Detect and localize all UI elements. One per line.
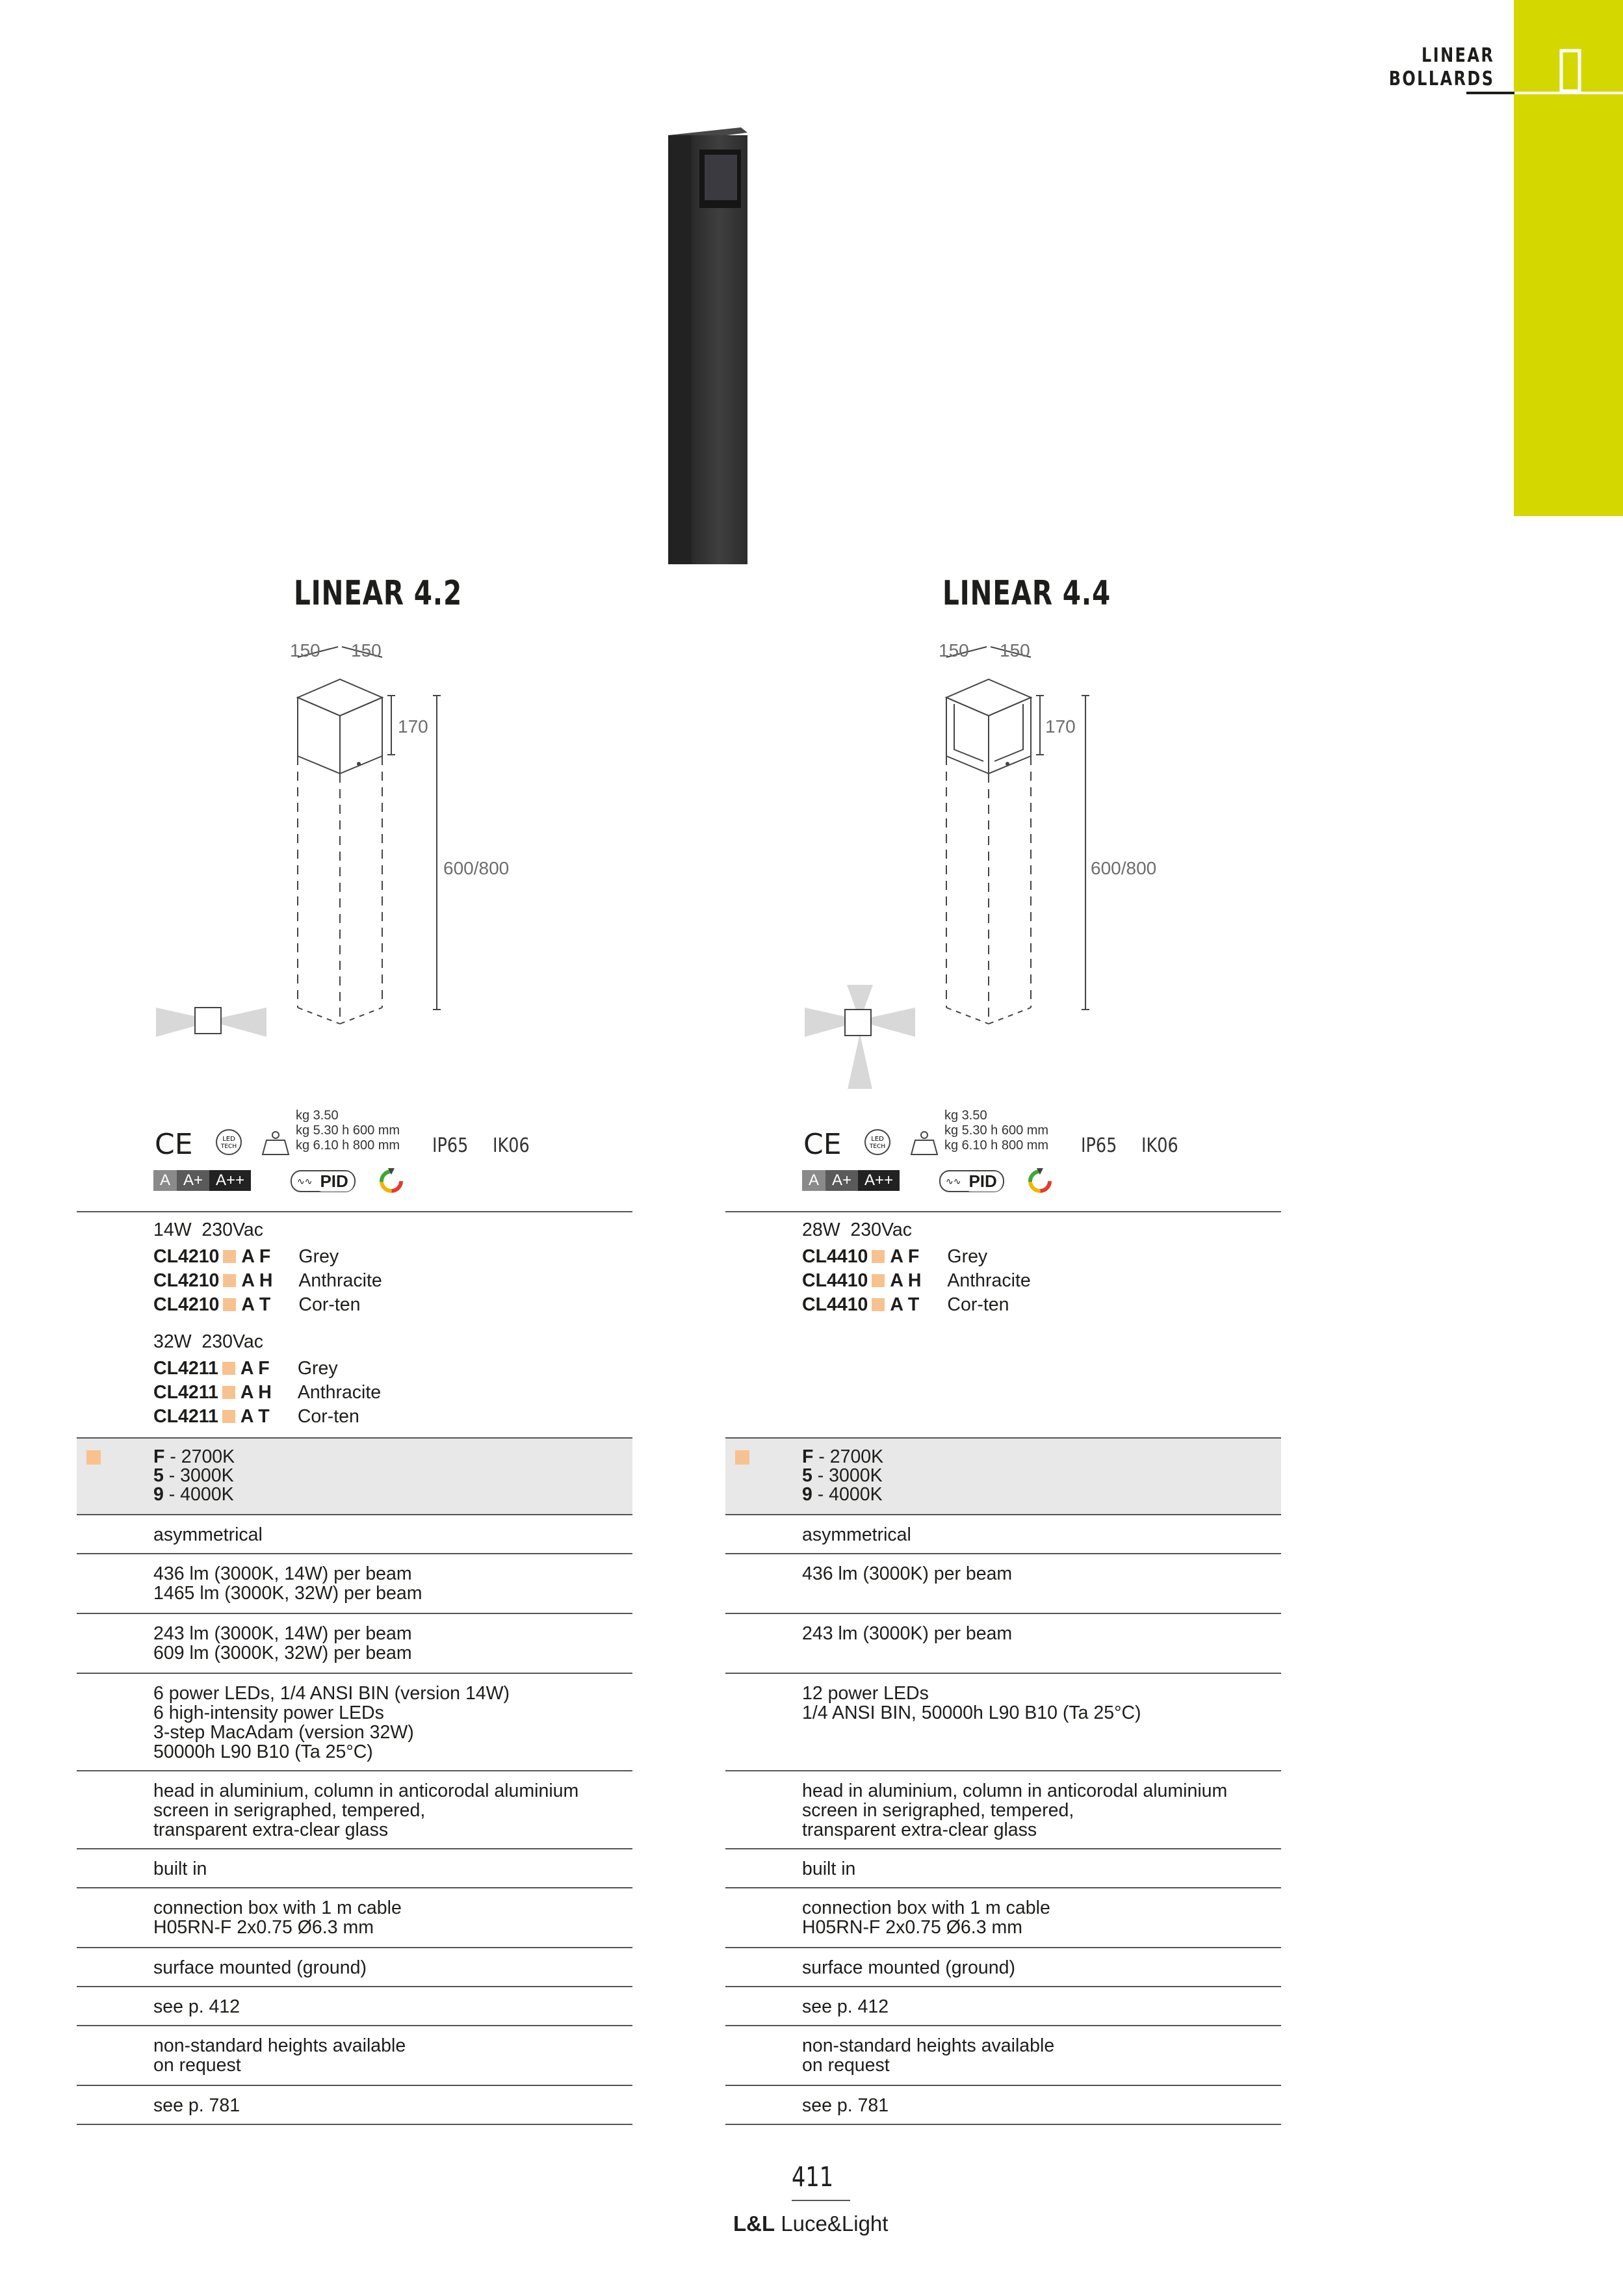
ip-rating: IP65 — [1081, 1134, 1117, 1157]
spec-text: see p. 412 — [802, 1996, 889, 2017]
dim-width-2: 150 — [939, 640, 969, 660]
cct-square-icon — [223, 1298, 236, 1311]
cct-option — [802, 1467, 1281, 1485]
cct-code: F — [802, 1446, 814, 1467]
dim-depth-1: 150 — [351, 640, 382, 660]
spec-row — [725, 1553, 1281, 1613]
energy-a-plus-plus: A++ — [858, 1170, 900, 1191]
spec-text: 243 lm (3000K) per beam — [802, 1623, 1013, 1644]
spec-row — [77, 1770, 632, 1848]
variant: A H — [240, 1381, 272, 1403]
code: CL4210 — [153, 1270, 220, 1291]
pid-badge — [939, 1170, 1004, 1192]
spec-row — [725, 1887, 1281, 1947]
finish: Grey — [298, 1246, 339, 1267]
spec-text: surface mounted (ground) — [802, 1957, 1015, 1978]
variant: A T — [241, 1294, 271, 1315]
code: CL4210 — [153, 1294, 220, 1315]
code-row — [802, 1292, 1281, 1316]
ce-mark-icon: CE — [803, 1128, 842, 1161]
svg-text:TECH: TECH — [869, 1143, 886, 1150]
code-row — [802, 1268, 1281, 1292]
finish: Cor-ten — [298, 1294, 361, 1315]
variant: A H — [890, 1270, 922, 1291]
dimension-drawing-1 — [149, 634, 552, 1076]
cct-square-icon — [872, 1274, 885, 1287]
code: CL4410 — [802, 1246, 868, 1267]
colour-temperature — [77, 1437, 632, 1514]
colour-wheel-icon — [1027, 1167, 1053, 1193]
brand-name: Luce&Light — [775, 2211, 889, 2236]
spec-row — [77, 1887, 632, 1947]
section-tab — [1514, 0, 1623, 516]
spec-row — [725, 2085, 1281, 2124]
energy-a: A — [802, 1170, 825, 1191]
cct-square-icon — [222, 1386, 235, 1399]
energy-class-bar — [153, 1170, 251, 1191]
product-title-2: LINEAR 4.4 — [942, 574, 1111, 613]
weight-icon — [260, 1130, 291, 1157]
cct-square-icon — [872, 1250, 885, 1263]
weight-2: kg 5.30 h 600 mm — [944, 1123, 1049, 1138]
spec-text: 436 lm (3000K) per beam — [802, 1563, 1013, 1584]
spec-row — [725, 1613, 1281, 1673]
code-row — [153, 1356, 632, 1380]
section-subtitle: BOLLARDS — [1388, 68, 1494, 90]
cct-value: - 3000K — [163, 1465, 234, 1486]
code-row — [802, 1244, 1281, 1268]
variant: A F — [240, 1357, 270, 1379]
finish: Grey — [297, 1357, 338, 1379]
spec-row — [77, 1848, 632, 1887]
cct-square-icon — [872, 1298, 885, 1311]
spec-text: non-standard heights available on request — [802, 2035, 1055, 2076]
table-end — [725, 2124, 1281, 2125]
cct-square-icon — [222, 1410, 235, 1423]
spec-row — [725, 1770, 1281, 1848]
spec-text: 243 lm (3000K, 14W) per beam 609 lm (3000K, 32W) per beam — [153, 1623, 412, 1663]
cct-option — [802, 1485, 1281, 1504]
spec-row — [725, 2025, 1281, 2085]
dim-height-2: 600/800 — [1091, 858, 1157, 878]
spec-text: asymmetrical — [802, 1524, 911, 1545]
spec-row — [725, 1848, 1281, 1887]
code-row — [153, 1404, 632, 1428]
cct-value: - 2700K — [813, 1446, 884, 1467]
spec-text: see p. 781 — [153, 2095, 240, 2116]
bollard-icon — [1514, 0, 1623, 104]
cct-code: 9 — [802, 1484, 812, 1505]
spec-text: 6 power LEDs, 1/4 ANSI BIN (version 14W) 6 high-intensity power LEDs 3-step MacAdam (version 32W) 50000h L90 B10 (Ta 25°C) — [153, 1683, 510, 1762]
cct-option — [802, 1448, 1281, 1467]
cct-square-icon — [223, 1274, 236, 1287]
spec-row — [725, 1947, 1281, 1986]
spec-row — [725, 1514, 1281, 1553]
dim-depth-2: 150 — [1000, 640, 1030, 660]
code: CL4410 — [802, 1270, 868, 1291]
spec-row — [77, 1613, 632, 1673]
ce-mark-icon: CE — [155, 1128, 193, 1161]
finish: Grey — [947, 1246, 988, 1267]
spec-text: connection box with 1 m cable H05RN-F 2x0.75 Ø6.3 mm — [802, 1898, 1050, 1938]
pid-badge — [291, 1170, 356, 1192]
pid-wave-icon: ∿∿ — [297, 1175, 313, 1186]
weight-3: kg 6.10 h 800 mm — [944, 1138, 1049, 1153]
dim-height-1: 600/800 — [443, 858, 510, 878]
section-title: LINEAR — [1421, 44, 1494, 67]
cct-option — [153, 1467, 632, 1485]
variant: A T — [890, 1294, 920, 1315]
spec-row — [77, 1986, 632, 2025]
spec-row — [77, 2025, 632, 2085]
power-rating: 28W 230Vac — [802, 1220, 912, 1240]
ik-rating: IK06 — [1141, 1134, 1178, 1157]
product-photo — [656, 124, 754, 579]
colour-wheel-icon — [378, 1167, 404, 1193]
code-row — [153, 1292, 632, 1316]
code: CL4410 — [802, 1294, 868, 1315]
header-divider-dark — [1466, 92, 1514, 94]
svg-text:LED: LED — [222, 1136, 235, 1143]
spec-row — [77, 1553, 632, 1613]
spec-row — [77, 1514, 632, 1553]
spec-row — [77, 1673, 632, 1770]
cct-value: - 4000K — [812, 1484, 883, 1505]
energy-a-plus-plus: A++ — [209, 1170, 251, 1191]
weight-3: kg 6.10 h 800 mm — [296, 1138, 400, 1153]
spec-row — [77, 1947, 632, 1986]
cct-code: 5 — [802, 1465, 812, 1486]
pid-label: PID — [315, 1171, 353, 1192]
table-end — [77, 2124, 632, 2125]
finish: Anthracite — [297, 1381, 382, 1403]
spec-text: non-standard heights available on request — [153, 2035, 406, 2076]
spec-text: connection box with 1 m cable H05RN-F 2x0.75 Ø6.3 mm — [153, 1898, 402, 1938]
product-codes — [725, 1211, 1281, 1437]
svg-text:TECH: TECH — [220, 1143, 237, 1150]
cct-value: - 3000K — [812, 1465, 883, 1486]
variant: A T — [240, 1405, 270, 1427]
colour-temperature — [725, 1437, 1281, 1514]
variant: A H — [241, 1270, 273, 1291]
spec-row — [725, 1673, 1281, 1770]
spec-row — [77, 2085, 632, 2124]
cct-square-icon — [223, 1250, 236, 1263]
code: CL4211 — [153, 1357, 218, 1379]
spec-row — [725, 1986, 1281, 2025]
spec-table-2 — [725, 1211, 1281, 2125]
svg-text:LED: LED — [871, 1136, 884, 1143]
weight-icon — [909, 1130, 940, 1157]
code-row — [153, 1268, 632, 1292]
code: CL4210 — [153, 1246, 220, 1267]
spec-text: surface mounted (ground) — [153, 1957, 367, 1978]
cct-code: F — [153, 1446, 165, 1467]
spec-text: head in aluminium, column in anticorodal aluminium screen in serigraphed, tempered, transparent extra-clear glass — [153, 1781, 579, 1840]
brand-bold: L&L — [733, 2211, 775, 2236]
cct-value: - 4000K — [163, 1484, 234, 1505]
footer-divider — [792, 2200, 850, 2201]
cct-code: 5 — [153, 1465, 164, 1486]
spec-text: 436 lm (3000K, 14W) per beam 1465 lm (3000K, 32W) per beam — [153, 1563, 422, 1604]
finish: Cor-ten — [297, 1405, 359, 1427]
spec-table-1 — [77, 1211, 632, 2125]
page-number: 411 — [792, 2161, 834, 2193]
code: CL4211 — [153, 1405, 218, 1427]
finish: Anthracite — [947, 1270, 1031, 1291]
cct-option — [153, 1448, 632, 1467]
ip-rating: IP65 — [432, 1134, 469, 1157]
weight-1: kg 3.50 — [944, 1108, 987, 1123]
finish: Anthracite — [298, 1270, 382, 1291]
cct-square-icon — [86, 1450, 101, 1465]
energy-class-bar — [802, 1170, 900, 1191]
cct-square-icon — [222, 1362, 235, 1375]
spec-text: see p. 781 — [802, 2095, 889, 2116]
dim-width-1: 150 — [290, 640, 320, 660]
product-title-1: LINEAR 4.2 — [294, 574, 462, 613]
weight-1: kg 3.50 — [296, 1108, 339, 1123]
weight-2: kg 5.30 h 600 mm — [296, 1123, 400, 1138]
pid-label: PID — [963, 1171, 1002, 1192]
dim-head-2: 170 — [1045, 716, 1076, 737]
finish: Cor-ten — [947, 1294, 1009, 1315]
energy-a-plus: A+ — [177, 1170, 209, 1191]
code: CL4211 — [153, 1381, 218, 1403]
brand-footer — [733, 2211, 888, 2236]
cct-option — [153, 1485, 632, 1504]
cct-code: 9 — [153, 1484, 164, 1505]
spec-text: 12 power LEDs 1/4 ANSI BIN, 50000h L90 B10 (Ta 25°C) — [802, 1683, 1141, 1723]
dim-head-1: 170 — [398, 716, 428, 737]
spec-text: see p. 412 — [153, 1996, 240, 2017]
spec-text: built in — [153, 1859, 207, 1879]
variant: A F — [241, 1246, 271, 1267]
code-row — [153, 1244, 632, 1268]
variant: A F — [890, 1246, 920, 1267]
energy-a-plus: A+ — [825, 1170, 858, 1191]
pid-wave-icon: ∿∿ — [946, 1175, 961, 1186]
ik-rating: IK06 — [493, 1134, 530, 1157]
product-codes — [77, 1211, 632, 1437]
cct-square-icon — [735, 1450, 749, 1465]
power-rating: 32W 230Vac — [153, 1331, 263, 1352]
spec-text: head in aluminium, column in anticorodal aluminium screen in serigraphed, tempered, transparent extra-clear glass — [802, 1781, 1228, 1840]
spec-text: asymmetrical — [153, 1524, 263, 1545]
energy-a: A — [153, 1170, 177, 1191]
led-tech-icon — [213, 1127, 246, 1159]
code-row — [153, 1380, 632, 1404]
spec-text: built in — [802, 1859, 856, 1879]
led-tech-icon — [862, 1127, 894, 1159]
power-rating: 14W 230Vac — [153, 1220, 263, 1240]
cct-value: - 2700K — [164, 1446, 235, 1467]
header-divider — [1514, 92, 1623, 94]
